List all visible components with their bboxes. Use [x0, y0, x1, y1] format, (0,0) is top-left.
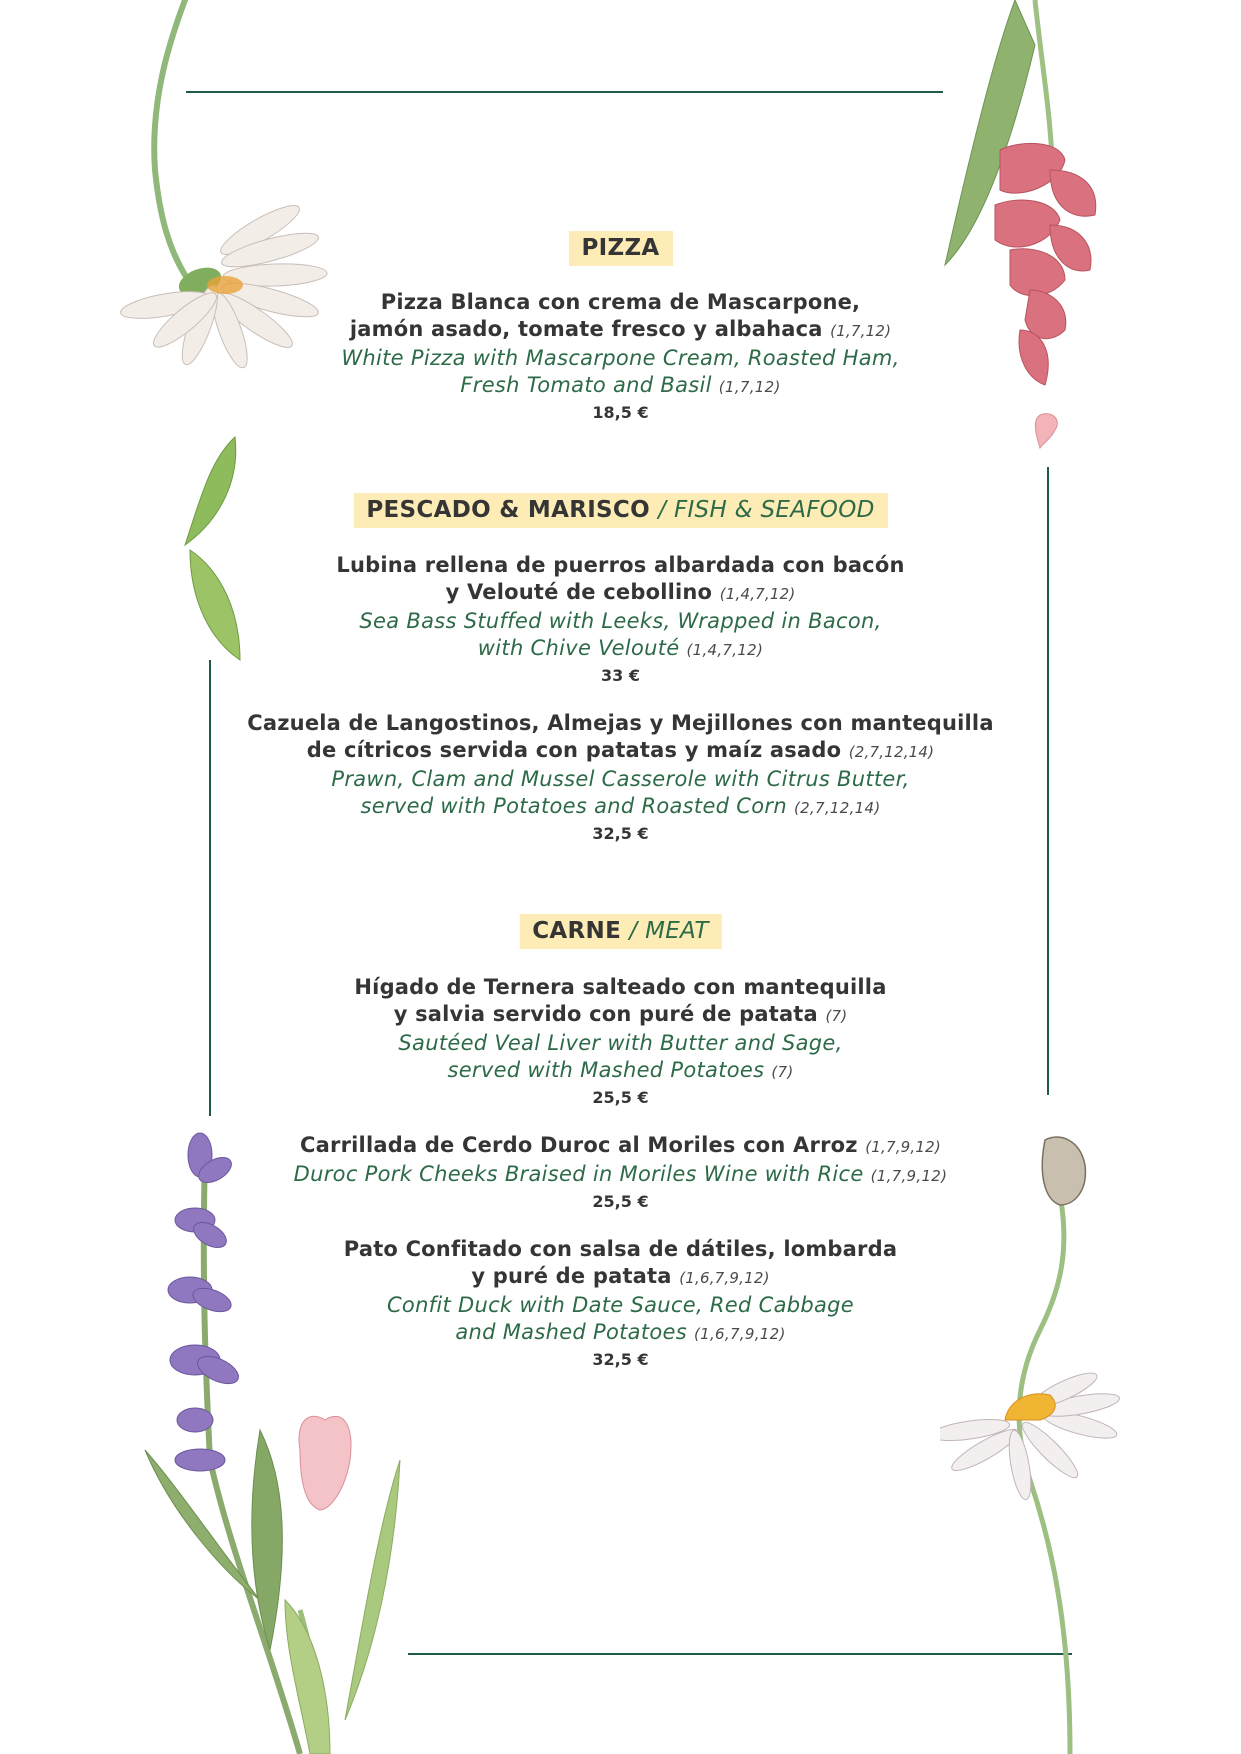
allergens: (1,6,7,9,12) [679, 1269, 770, 1287]
dish-name-es: Cazuela de Langostinos, Almejas y Mejillones con mantequilla [247, 711, 994, 735]
dish-price: 25,5 € [592, 1088, 649, 1107]
dish-name-en: Sautéed Veal Liver with Butter and Sage, [398, 1031, 843, 1055]
dish-name-en: served with Potatoes and Roasted Corn (2,7,12,14) [360, 794, 881, 818]
dish-name-en: Fresh Tomato and Basil (1,7,12) [460, 373, 781, 397]
dish-name-es: y Velouté de cebollino (1,4,7,12) [445, 580, 796, 604]
dish-name-en: and Mashed Potatoes (1,6,7,9,12) [455, 1320, 786, 1344]
dish-item [0, 289, 1241, 425]
dish-name-es: Pato Confitado con salsa de dátiles, lombarda [343, 1237, 898, 1261]
dish-name-es: y puré de patata (1,6,7,9,12) [471, 1264, 770, 1288]
dish-item [0, 1132, 1241, 1214]
allergens: (2,7,12,14) [793, 799, 881, 817]
section-heading-es: CARNE [532, 918, 622, 944]
dish-price: 25,5 € [592, 1192, 649, 1211]
lavender-tulip-icon [140, 1130, 410, 1754]
section-heading-meat [519, 914, 722, 949]
dish-name-es: Pizza Blanca con crema de Mascarpone, [380, 290, 861, 314]
section-heading-en: / FISH & SEAFOOD [658, 497, 875, 523]
allergens: (1,4,7,12) [686, 641, 764, 659]
dish-name-en: with Chive Velouté (1,4,7,12) [477, 636, 764, 660]
section-heading-pizza [568, 231, 672, 266]
dish-price: 32,5 € [592, 824, 649, 843]
section-heading-es: PESCADO & MARISCO [366, 497, 650, 523]
allergens: (7) [771, 1063, 794, 1081]
allergens: (1,7,12) [718, 378, 781, 396]
section-heading-es: PIZZA [581, 235, 660, 261]
allergens: (1,4,7,12) [719, 585, 796, 603]
allergens: (1,7,9,12) [870, 1167, 948, 1185]
dish-name-es: Carrillada de Cerdo Duroc al Moriles con Arroz (1,7,9,12) [300, 1133, 941, 1157]
dish-name-en: Sea Bass Stuffed with Leeks, Wrapped in Bacon, [359, 609, 882, 633]
dish-item [0, 974, 1241, 1110]
dish-item [0, 552, 1241, 688]
dish-item [0, 1236, 1241, 1372]
daisy-bud-icon [940, 1120, 1130, 1754]
dish-name-es: Hígado de Ternera salteado con mantequilla [354, 975, 887, 999]
dish-price: 32,5 € [592, 1350, 649, 1369]
dish-name-en: Confit Duck with Date Sauce, Red Cabbage [386, 1293, 855, 1317]
allergens: (1,6,7,9,12) [693, 1325, 786, 1343]
dish-name-es: Lubina rellena de puerros albardada con bacón [336, 553, 905, 577]
dish-price: 33 € [601, 666, 640, 685]
dish-item [0, 710, 1241, 846]
dish-name-en: Prawn, Clam and Mussel Casserole with Citrus Butter, [331, 767, 910, 791]
dish-name-es: jamón asado, tomate fresco y albahaca (1,7,12) [349, 317, 892, 341]
allergens: (1,7,9,12) [865, 1138, 941, 1156]
allergens: (7) [825, 1007, 848, 1025]
allergens: (2,7,12,14) [848, 743, 935, 761]
dish-name-es: y salvia servido con puré de patata (7) [393, 1002, 848, 1026]
dish-name-en: served with Mashed Potatoes (7) [447, 1058, 794, 1082]
dish-price: 18,5 € [592, 403, 649, 422]
dish-name-en: Duroc Pork Cheeks Braised in Moriles Wine with Rice (1,7,9,12) [293, 1162, 948, 1186]
dish-name-es: de cítricos servida con patatas y maíz asado (2,7,12,14) [306, 738, 935, 762]
section-heading-fish [353, 493, 887, 528]
dish-name-en: White Pizza with Mascarpone Cream, Roasted Ham, [341, 346, 900, 370]
section-heading-en: / MEAT [629, 918, 709, 944]
allergens: (1,7,12) [830, 322, 892, 340]
